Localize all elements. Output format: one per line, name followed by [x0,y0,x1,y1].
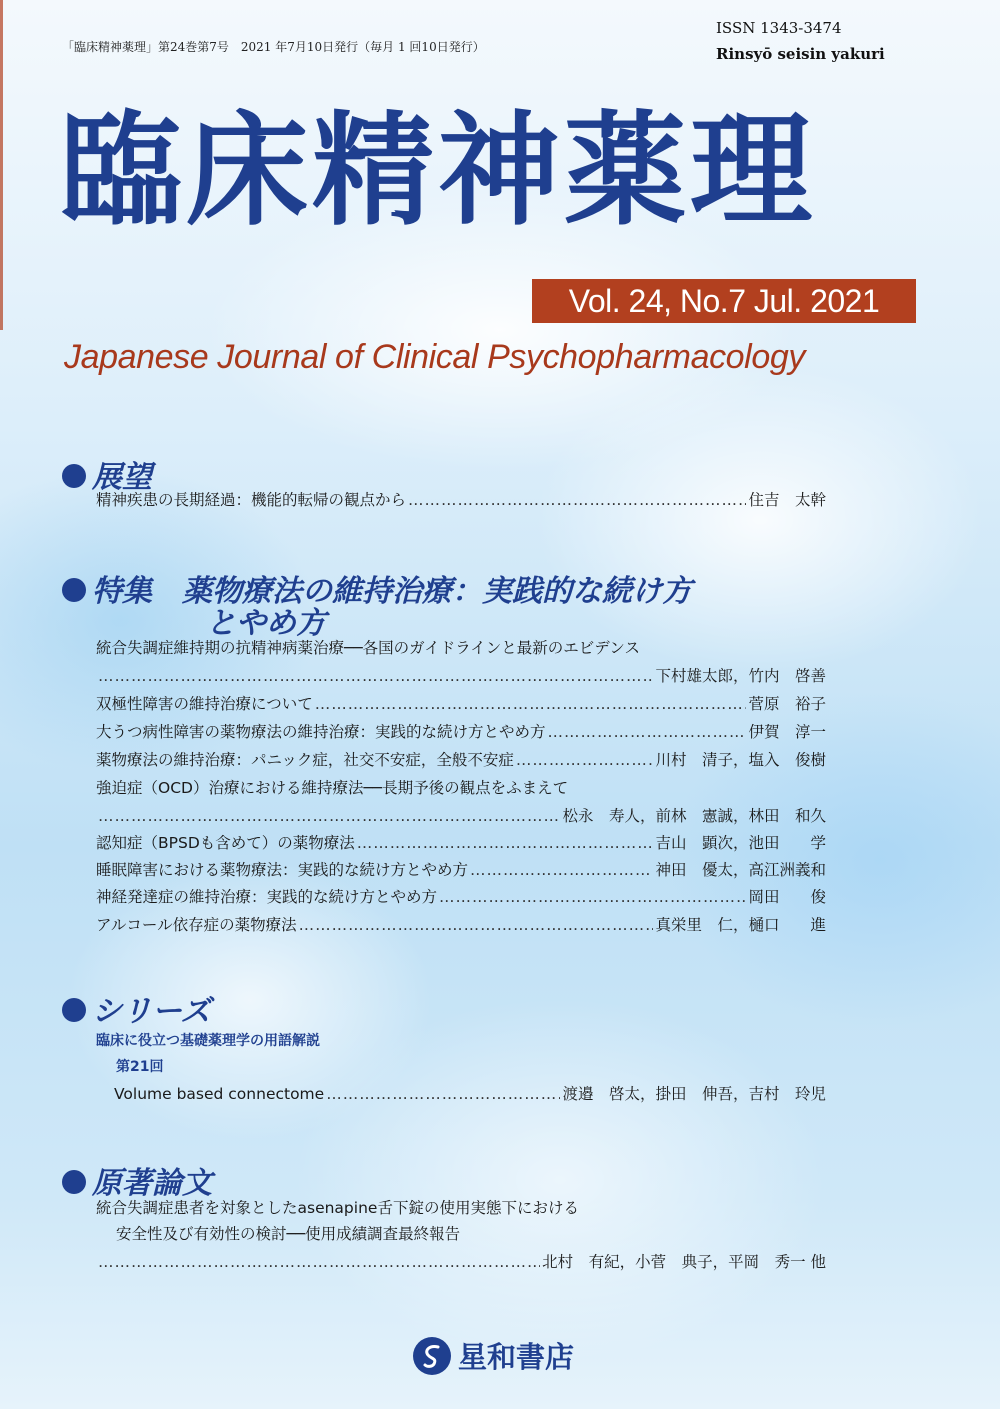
journal-title: 臨床精神薬理 [60,100,816,242]
toc-entry: Volume based connectome ………………………………………………………………………………………………………………………………………………………………………………………… 渡邉 啓太，掛田 伸吾，吉村 玲児 [114,1082,826,1106]
english-title: Japanese Journal of Clinical Psychopharmacology [64,338,805,376]
bullet-icon [62,998,86,1022]
publisher-name: 星和書店 [458,1340,575,1374]
toc-entry-title: 強迫症（OCD）治療における維持療法──長期予後の観点をふまえて [96,779,569,797]
toc-entry: 薬物療法の維持治療：パニック症，社交不安症，全般不安症 ………………………………………………………………………………………………………………………………………………………………………………………… 川村 清子，塩入 俊樹 [96,748,826,772]
publisher [412,1335,574,1376]
series-subheading: 臨床に役立つ基礎薬理学の用語解説 [96,1033,320,1049]
section-heading-series: シリーズ [62,986,211,1030]
toc-entry: 認知症（BPSDも含めて）の薬物療法 ………………………………………………………………………………………………………………………………………………………………………………………… 吉山 顕次，池田 学 [96,831,826,855]
toc-entry: ………………………………………………………………………………………………………………………………………………………………………………………… 北村 有紀，小菅 典子，平岡 秀一 他 [96,1250,826,1274]
toc-entry: 双極性障害の維持治療について ………………………………………………………………………………………………………………………………………………………………………………………… 菅原 裕子 [96,692,826,716]
bullet-icon [62,578,86,602]
series-installment: 第21回 [116,1059,164,1075]
toc-entry: 神経発達症の維持治療：実践的な続け方とやめ方 ………………………………………………………………………………………………………………………………………………………………………………………… 岡田 俊 [96,885,826,909]
issue-info-line: 「臨床精神薬理」第24巻第7号 2021 年7月10日発行（毎月 1 回10日発行） [62,40,485,54]
section-heading-tokushu: 特集 薬物療法の維持治療：実践的な続け方 [62,566,692,610]
volume-badge: Vol. 24, No.7 Jul. 2021 [532,279,916,323]
bullet-icon [62,1170,86,1194]
toc-entry: アルコール依存症の薬物療法 ………………………………………………………………………………………………………………………………………………………………………………………… 真栄里 仁，樋口 進 [96,913,826,937]
issn-number: ISSN 1343-3474 [716,19,842,37]
publisher-logo-icon [412,1336,452,1376]
toc-entry-title-cont: 安全性及び有効性の検討──使用成績調査最終報告 [116,1225,461,1243]
romaji-title: Rinsyō seisin yakuri [716,45,885,63]
section-heading-tokushu-line2: とやめ方 [206,606,326,641]
toc-entry: 大うつ病性障害の薬物療法の維持治療：実践的な続け方とやめ方 ………………………………………………………………………………………………………………………………………………………………………………………… 伊賀 淳一 [96,720,826,744]
bullet-icon [62,464,86,488]
section-heading-original: 原著論文 [62,1158,212,1202]
spine-edge [0,0,3,330]
toc-entry: 睡眠障害における薬物療法：実践的な続け方とやめ方 ………………………………………………………………………………………………………………………………………………………………………………………… 神田 優太，高江洲義和 [96,858,826,882]
toc-entry-title: 統合失調症維持期の抗精神病薬治療──各国のガイドラインと最新のエビデンス [96,639,640,657]
toc-entry: ………………………………………………………………………………………………………………………………………………………………………………………… 松永 寿人，前林 憲誠，林田 和久 [96,804,826,828]
toc-entry: 精神疾患の長期経過：機能的転帰の観点から ………………………………………………………………………………………………………………………………………………………………………………………… 住吉 太幹 [96,488,826,512]
toc-entry-title: 統合失調症患者を対象としたasenapine舌下錠の使用実態下における [96,1199,579,1217]
section-heading-tenbo: 展望 [62,452,152,496]
toc-entry: ………………………………………………………………………………………………………………………………………………………………………………………… 下村雄太郎，竹内 啓善 [96,664,826,688]
issn-block [716,15,885,67]
